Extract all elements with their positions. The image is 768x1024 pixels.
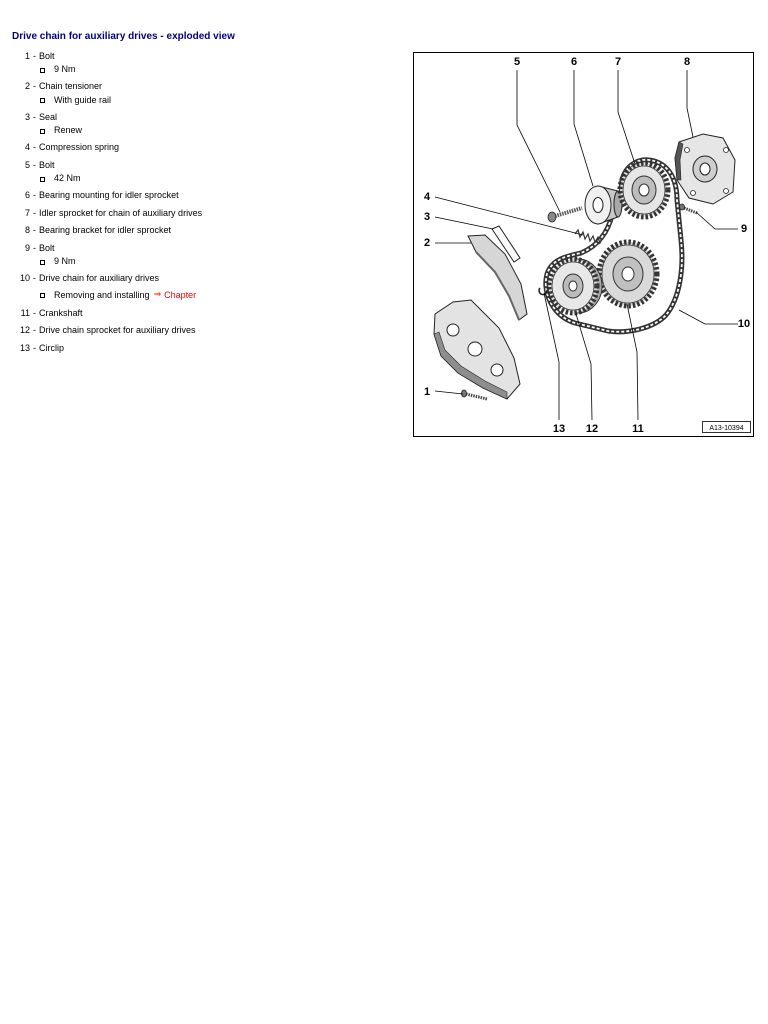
part-number: 13 — [19, 342, 30, 353]
part-name: Drive chain for auxiliary drives — [39, 273, 160, 283]
part-name: Bolt — [39, 50, 55, 61]
crankshaft — [599, 242, 657, 306]
callout-4: 4 — [423, 191, 431, 203]
separator: - — [33, 242, 36, 253]
page-title: Drive chain for auxiliary drives - exploded view — [12, 31, 235, 42]
parts-list — [0, 48, 400, 358]
part-number: 11 — [20, 307, 30, 318]
callout-10: 10 — [737, 318, 751, 330]
part-number: 12 — [19, 325, 30, 335]
note-text: 9 Nm — [54, 256, 76, 266]
bearing-bracket-bore — [700, 163, 710, 175]
square-bullet-icon — [40, 293, 45, 298]
part-number: 9 — [24, 242, 30, 253]
part-name: Compression spring — [39, 142, 120, 152]
part-number: 8 — [24, 225, 30, 235]
note-text: Renew — [54, 125, 83, 135]
part-number: 5 — [24, 159, 30, 170]
square-bullet-icon — [40, 260, 45, 265]
part-name: Circlip — [39, 342, 65, 353]
callout-6: 6 — [570, 56, 578, 68]
square-bullet-icon — [40, 129, 45, 134]
part-note — [0, 170, 400, 187]
separator: - — [33, 325, 36, 335]
callout-1: 1 — [423, 386, 431, 398]
part-name: Crankshaft — [39, 307, 83, 318]
callout-12: 12 — [585, 423, 599, 435]
part-number: 10 — [19, 273, 30, 283]
part-item-4 — [0, 139, 400, 157]
callout-8: 8 — [683, 56, 691, 68]
idler-sprocket — [620, 163, 668, 217]
separator: - — [33, 159, 36, 170]
part-number: 3 — [24, 111, 30, 122]
callout-9: 9 — [740, 223, 748, 235]
part-name: Bearing mounting for idler sprocket — [39, 190, 179, 200]
part-note — [0, 61, 400, 78]
double-arrow-right-icon: ⇒ — [153, 289, 162, 300]
chapter-link[interactable]: Chapter — [164, 289, 197, 300]
separator: - — [33, 50, 36, 61]
note-text: With guide rail — [54, 94, 112, 105]
separator: - — [33, 190, 36, 200]
separator: - — [33, 207, 36, 218]
figure-id: A13-10394 — [709, 424, 744, 432]
tensioner-hole — [491, 364, 503, 376]
square-bullet-icon — [40, 98, 45, 103]
separator: - — [33, 225, 36, 235]
idler-sprocket-bore — [639, 184, 649, 196]
bracket-bolt-hole — [685, 148, 690, 153]
part-name: Idler sprocket for chain of auxiliary drives — [39, 207, 203, 218]
callout-5: 5 — [513, 56, 521, 68]
separator: - — [33, 111, 36, 122]
part-number: 6 — [24, 190, 30, 200]
bolt-head — [680, 204, 685, 210]
part-item-11 — [0, 305, 400, 323]
part-item-13 — [0, 340, 400, 358]
separator: - — [33, 81, 36, 91]
part-note — [0, 122, 400, 139]
callout-11: 11 — [632, 423, 644, 435]
bracket-bolt-hole — [724, 148, 729, 153]
part-number: 1 — [24, 50, 30, 61]
part-note-with-link — [0, 286, 400, 305]
separator: - — [33, 273, 36, 283]
callout-2: 2 — [423, 237, 431, 249]
bracket-bolt-hole — [724, 189, 729, 194]
square-bullet-icon — [40, 68, 45, 73]
part-number: 7 — [24, 207, 30, 218]
part-name: Bolt — [39, 242, 55, 253]
part-name: Seal — [39, 111, 58, 122]
note-text: 42 Nm — [54, 173, 81, 183]
part-item-12 — [0, 322, 400, 340]
drive-chain-sprocket — [549, 259, 602, 313]
sprocket-bore — [569, 281, 577, 291]
tensioner-hole — [468, 342, 482, 356]
exploded-view-figure — [413, 52, 754, 437]
crankshaft-bore — [622, 267, 634, 281]
callout-7: 7 — [614, 56, 622, 68]
note-text: Removing and installing — [54, 289, 150, 300]
separator: - — [33, 142, 36, 152]
bracket-bolt-hole — [691, 191, 696, 196]
figure-frame — [414, 53, 754, 437]
part-name: Chain tensioner — [39, 81, 103, 91]
separator: - — [33, 307, 36, 318]
bearing-mounting-bore — [593, 198, 603, 213]
square-bullet-icon — [40, 177, 45, 182]
part-note — [0, 92, 400, 109]
note-text: 9 Nm — [54, 64, 76, 74]
bolt-head — [548, 212, 556, 222]
part-name: Drive chain sprocket for auxiliary drives — [39, 325, 196, 335]
part-number: 2 — [24, 81, 30, 91]
part-note — [0, 253, 400, 270]
bolt-head — [462, 390, 467, 397]
part-name: Bearing bracket for idler sprocket — [39, 225, 172, 235]
part-item-7 — [0, 205, 400, 223]
part-item-6 — [0, 187, 400, 205]
part-number: 4 — [24, 142, 30, 152]
part-item-8 — [0, 222, 400, 240]
separator: - — [33, 342, 36, 353]
tensioner-hole — [447, 324, 459, 336]
callout-3: 3 — [423, 211, 431, 223]
callout-13: 13 — [552, 423, 566, 435]
part-name: Bolt — [39, 159, 55, 170]
